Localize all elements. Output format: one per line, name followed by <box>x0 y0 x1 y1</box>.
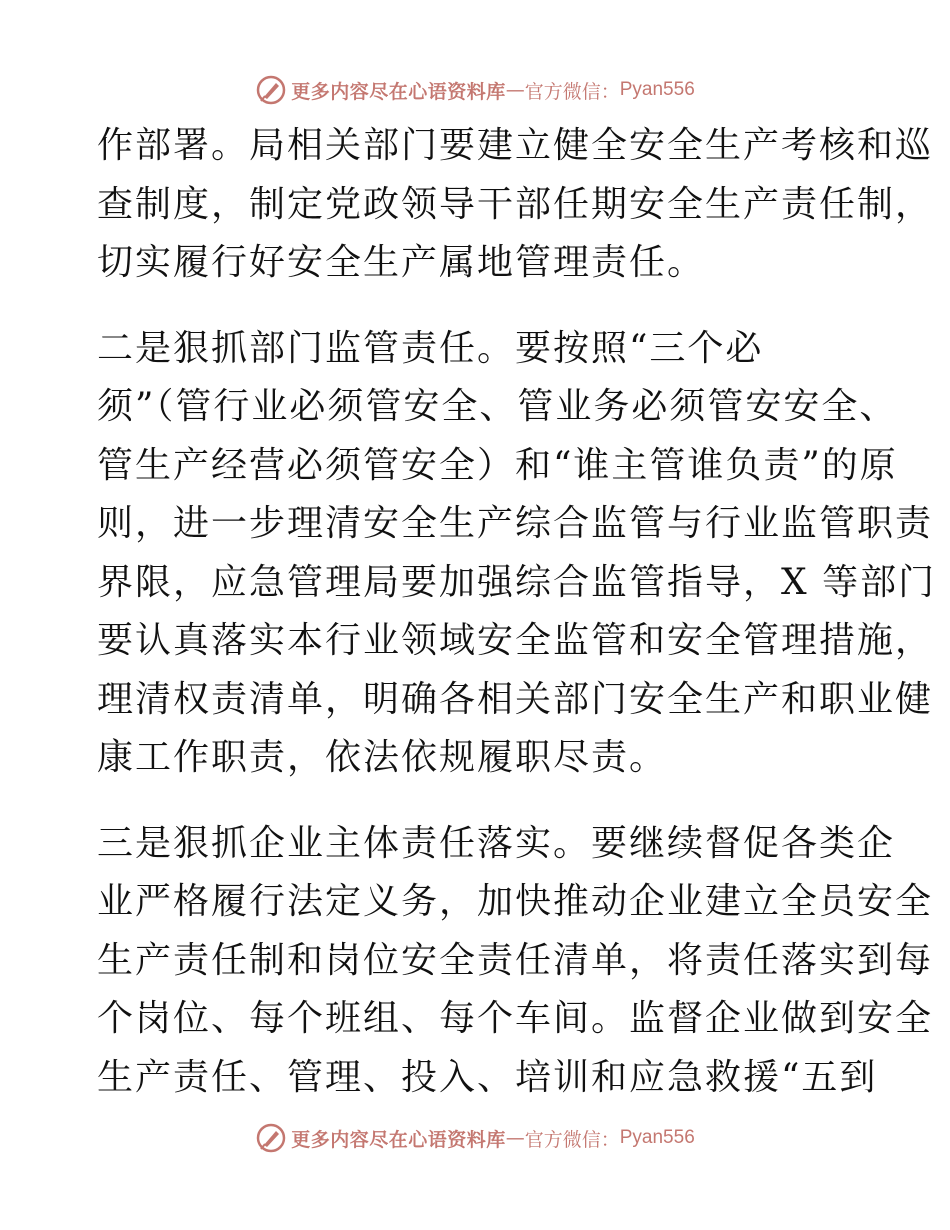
text-line: 业严格履行法定义务，加快推动企业建立全员安全 <box>97 881 934 922</box>
text-line: 理清权责清单，明确各相关部门安全生产和职业健 <box>97 678 934 720</box>
banner-official-label: 官方微信： <box>524 1128 620 1151</box>
text-line: 则，进一步理清安全生产综合监管与行业监管职责 <box>97 503 934 544</box>
banner-brand-text: 更多内容尽在心语资料库 <box>291 80 506 103</box>
banner-separator: — <box>505 1127 525 1149</box>
paragraph-2 <box>97 320 937 788</box>
paragraph-1 <box>97 117 934 293</box>
quill-logo-icon <box>255 1122 287 1154</box>
text-line: 作部署。局相关部门要建立健全安全生产考核和巡 <box>97 125 934 166</box>
document-body <box>97 117 937 1134</box>
banner-wechat-id: Pyan556 <box>619 79 695 100</box>
banner-official-label: 官方微信： <box>524 80 620 103</box>
text-line: 要认真落实本行业领域安全监管和安全管理措施， <box>97 620 934 661</box>
header-banner <box>0 70 950 110</box>
text-line: 个岗位、每个班组、每个车间。监督企业做到安全 <box>97 998 934 1039</box>
text-line: 三是狠抓企业主体责任落实。要继续督促各类企 <box>97 822 896 864</box>
footer-banner <box>0 1118 950 1158</box>
text-line: 须”（管行业必须管安全、管业务必须管安安全、 <box>97 386 898 427</box>
text-line: 界限，应急管理局要加强综合监管指导，X 等部门 <box>97 561 937 603</box>
text-line: 二是狠抓部门监管责任。要按照“三个必 <box>97 327 764 369</box>
text-line: 切实履行好安全生产属地管理责任。 <box>97 242 706 283</box>
paragraph-3 <box>97 815 934 1108</box>
banner-brand-text: 更多内容尽在心语资料库 <box>291 1128 506 1151</box>
text-line: 管生产经营必须管安全）和“谁主管谁负责”的原 <box>97 444 898 486</box>
text-line: 康工作职责，依法依规履职尽责。 <box>97 737 668 778</box>
text-line: 生产责任、管理、投入、培训和应急救援“五到 <box>97 1056 878 1098</box>
text-line: 查制度，制定党政领导干部任期安全生产责任制， <box>97 183 934 225</box>
text-line: 生产责任制和岗位安全责任清单，将责任落实到每 <box>97 939 934 981</box>
banner-wechat-id: Pyan556 <box>619 1127 695 1148</box>
quill-logo-icon <box>255 74 287 106</box>
banner-separator: — <box>505 79 525 101</box>
